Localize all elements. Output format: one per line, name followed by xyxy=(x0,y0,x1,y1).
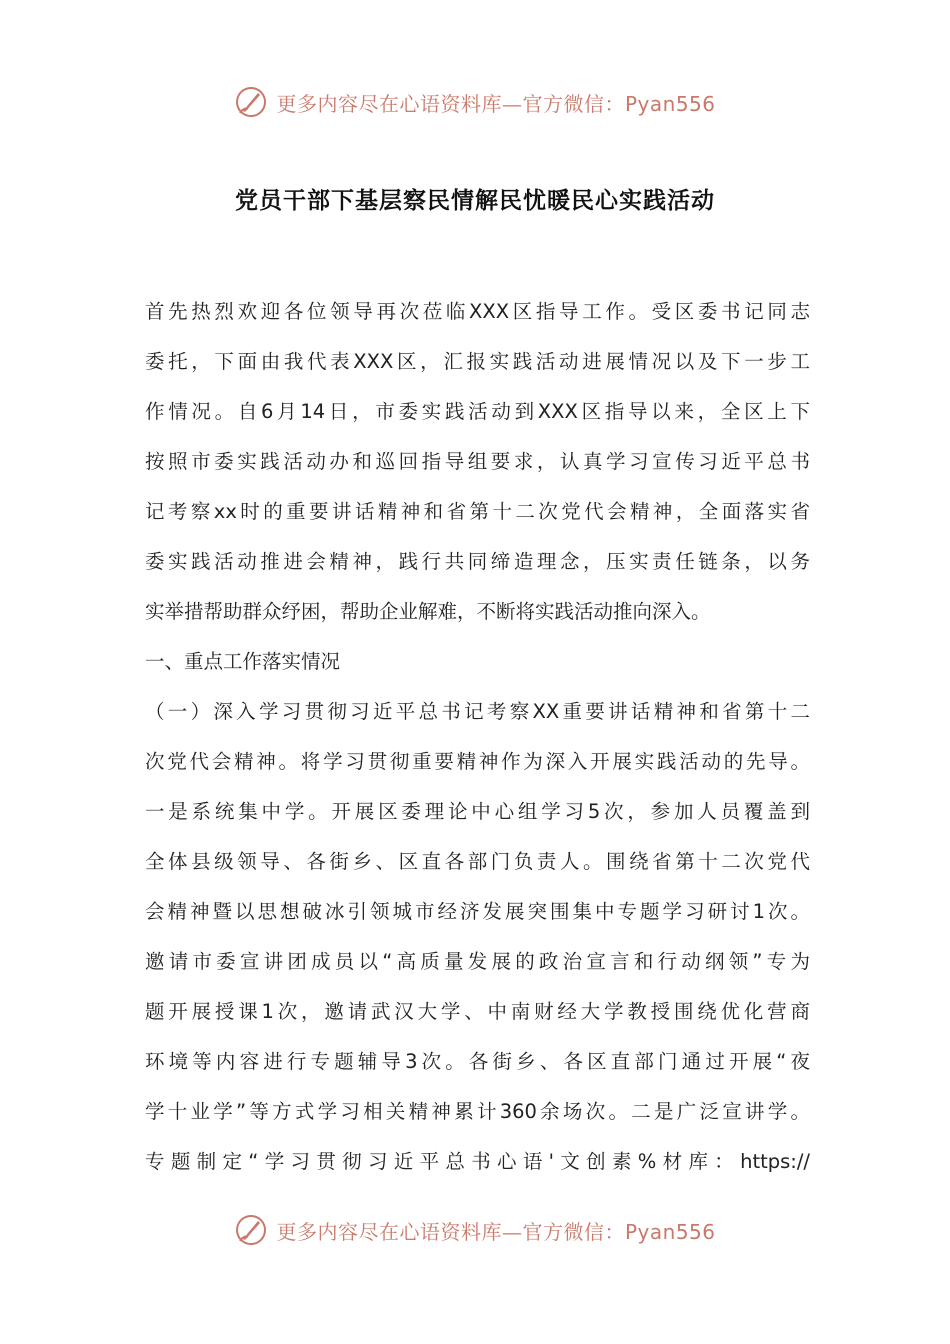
body-line: 邀请市委宣讲团成员以“高质量发展的政治宣言和行动纲领”专为 xyxy=(145,950,810,973)
body-line: 环境等内容进行专题辅导3次。各街乡、各区直部门通过开展“夜 xyxy=(145,1050,810,1073)
body-line: 作情况。自6月14日，市委实践活动到XXX区指导以来，全区上下 xyxy=(145,400,810,423)
banner-wechat-id: Pyan556 xyxy=(624,91,716,116)
body-line: 一是系统集中学。开展区委理论中心组学习5次，参加人员覆盖到 xyxy=(145,800,810,823)
quill-pen-icon xyxy=(234,1213,268,1247)
footer-watermark-banner xyxy=(0,1210,950,1250)
body-line: 会精神暨以思想破冰引领城市经济发展突围集中专题学习研讨1次。 xyxy=(145,900,810,923)
quill-pen-icon xyxy=(234,85,268,119)
body-line: 专题制定“学习贯彻习近平总书心语'文创素%材库：https:// xyxy=(145,1150,810,1173)
document-body xyxy=(145,292,810,1192)
body-line: 首先热烈欢迎各位领导再次莅临XXX区指导工作。受区委书记同志 xyxy=(145,300,810,323)
body-line: 委实践活动推进会精神，践行共同缔造理念，压实责任链条，以务 xyxy=(145,550,810,573)
body-line: 次党代会精神。将学习贯彻重要精神作为深入开展实践活动的先导。 xyxy=(145,750,810,773)
body-line: 题开展授课1次，邀请武汉大学、中南财经大学教授围绕优化营商 xyxy=(145,1000,810,1023)
header-watermark-banner xyxy=(0,82,950,122)
banner-label: 更多内容尽在心语资料库—官方微信： xyxy=(276,1219,625,1244)
body-line: 全体县级领导、各街乡、区直各部门负责人。围绕省第十二次党代 xyxy=(145,850,810,873)
document-title: 党员干部下基层察民情解民忧暖民心实践活动 xyxy=(235,188,715,214)
body-line: 记考察xx时的重要讲话精神和省第十二次党代会精神，全面落实省 xyxy=(145,500,810,523)
banner-text xyxy=(276,88,715,117)
banner-label: 更多内容尽在心语资料库—官方微信： xyxy=(276,91,625,116)
banner-text xyxy=(276,1216,715,1245)
banner-wechat-id: Pyan556 xyxy=(624,1219,716,1244)
body-line: 委托，下面由我代表XXX区，汇报实践活动进展情况以及下一步工 xyxy=(145,350,810,373)
section-heading: 一、重点工作落实情况 xyxy=(145,650,341,673)
body-line: 按照市委实践活动办和巡回指导组要求，认真学习宣传习近平总书 xyxy=(145,450,810,473)
body-line: 学十业学”等方式学习相关精神累计360余场次。二是广泛宣讲学。 xyxy=(145,1100,810,1123)
body-line: （一）深入学习贯彻习近平总书记考察XX重要讲话精神和省第十二 xyxy=(145,700,810,723)
body-line: 实举措帮助群众纾困，帮助企业解难，不断将实践活动推向深入。 xyxy=(145,600,711,623)
